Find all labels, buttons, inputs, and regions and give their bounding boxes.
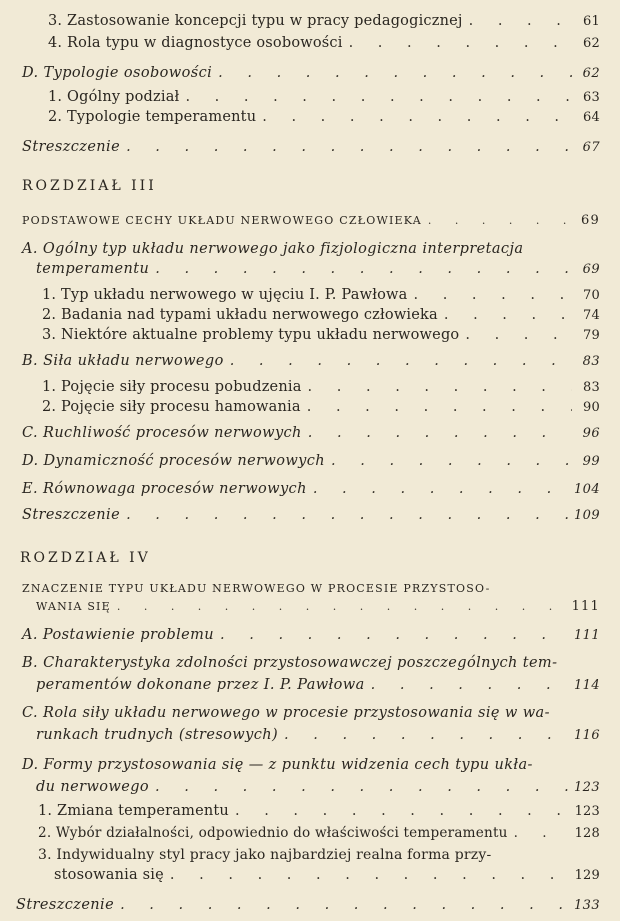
toc-section-entry [36,778,600,797]
page-number: 129 [574,868,600,883]
toc-entry [42,306,600,325]
page-number: 128 [574,826,600,841]
entry-text: PODSTAWOWE CECHY UKŁADU NERWOWEGO CZŁOWIEKA [22,214,422,227]
toc-entry [48,34,600,53]
leader-dots [307,398,572,416]
leader-dots [444,306,572,324]
toc-entry [54,866,600,885]
entry-text: E. Równowaga procesów nerwowych [22,481,307,497]
entry-text: temperamentu [36,261,150,277]
page-number: 83 [583,380,600,395]
entry-text: B. Siła układu nerwowego [22,353,224,369]
leader-dots [126,138,572,156]
entry-text: 1. Typ układu nerwowego w ujęciu I. P. Pawłowa [42,287,408,303]
entry-text: Streszczenie [22,139,121,155]
entry-text: 1. Ogólny podział [48,89,180,105]
section-title-line: D. Formy przystosowania się — z punktu widzenia cech typu ukła- [22,757,533,773]
toc-entry [42,398,600,417]
page-number: 123 [574,804,600,819]
chapter-title [22,212,600,230]
leader-dots [218,64,572,82]
leader-dots [428,212,572,230]
toc-summary-entry [16,896,600,915]
leader-dots [120,896,568,914]
entry-text: stosowania się [54,867,164,883]
page-number: 111 [573,628,600,643]
page-number: 69 [582,262,600,277]
leader-dots [284,726,568,744]
leader-dots [155,778,568,796]
entry-text: 1. Pojęcie siły procesu pobudzenia [42,379,302,395]
entry-text: D. Dynamiczność procesów nerwowych [22,453,326,469]
chapter-heading: ROZDZIAŁ III [22,178,157,194]
entry-text: peramentów dokonane przez I. P. Pawłowa [36,677,365,693]
page-number: 64 [583,110,600,125]
section-title-line: B. Charakterystyka zdolności przystosowawczej poszczególnych tem- [22,655,558,671]
entry-text-line: 3. Indywidualny styl pracy jako najbardziej realna forma przy- [38,847,492,863]
toc-section-entry [36,726,600,745]
chapter-title [36,598,600,616]
leader-dots [126,506,568,524]
toc-section-entry [22,452,600,471]
leader-dots [155,260,572,278]
page-number: 104 [573,482,600,497]
page-number: 116 [573,728,600,743]
entry-text: 2. Badania nad typami układu nerwowego człowieka [42,307,438,323]
entry-text: A. Postawienie problemu [22,627,215,643]
leader-dots [220,626,568,644]
leader-dots [185,88,572,106]
entry-text: 4. Rola typu w diagnostyce osobowości [48,35,343,51]
entry-text: 1. Zmiana temperamentu [38,803,229,819]
leader-dots [235,802,569,820]
page-number: 69 [581,213,600,228]
toc-section-entry [22,480,600,499]
entry-text: Streszczenie [16,897,115,913]
entry-text: 3. Zastosowanie koncepcji typu w pracy pedagogicznej [48,13,463,29]
entry-text: runkach trudnych (stresowych) [36,727,279,743]
page-number: 62 [583,36,600,51]
page-number: 114 [573,678,600,693]
page-number: 123 [573,780,600,795]
page-number: 83 [582,354,600,369]
page-number: 67 [582,140,600,155]
toc-section-entry [22,64,600,83]
entry-text: 2. Wybór działalności, odpowiednio do właściwości temperamentu [38,825,508,841]
page-number: 61 [583,14,600,29]
entry-text: 2. Pojęcie siły procesu hamowania [42,399,301,415]
leader-dots [469,12,572,30]
page-number: 96 [582,426,600,441]
toc-section-entry [22,352,600,371]
toc-entry [42,326,600,345]
leader-dots [465,326,572,344]
entry-text: 2. Typologie temperamentu [48,109,257,125]
leader-dots [308,378,572,396]
toc-entry [48,12,600,31]
leader-dots [349,34,572,52]
page-number: 109 [573,508,600,523]
toc-section-entry [36,676,600,695]
page-number: 99 [582,454,600,469]
leader-dots [262,108,572,126]
page-number: 133 [573,898,600,913]
page-number: 90 [583,400,600,415]
entry-text: du nerwowego [36,779,150,795]
leader-dots [313,480,568,498]
page-number: 70 [583,288,600,303]
leader-dots [331,452,572,470]
toc-summary-entry [22,138,600,157]
toc-section-entry [36,260,600,279]
toc-section-entry [22,626,600,645]
toc-entry [48,88,600,107]
leader-dots [117,598,566,616]
page-number: 63 [583,90,600,105]
toc-summary-entry [22,506,600,525]
entry-text: C. Ruchliwość procesów nerwowych [22,425,302,441]
leader-dots [413,286,572,304]
chapter-heading: ROZDZIAŁ IV [20,550,151,566]
entry-text: Streszczenie [22,507,121,523]
section-title-line: C. Rola siły układu nerwowego w procesie przystosowania się w wa- [22,705,550,721]
leader-dots [514,824,569,842]
leader-dots [371,676,568,694]
toc-entry [42,286,600,305]
page-number: 111 [571,599,600,614]
page-number: 62 [582,66,600,81]
toc-entry [48,108,600,127]
entry-text: 3. Niektóre aktualne problemy typu układu nerwowego [42,327,460,343]
section-title-line: A. Ogólny typ układu nerwowego jako fizjologiczna interpretacja [22,241,524,257]
page-number: 74 [583,308,600,323]
toc-section-entry [22,424,600,443]
leader-dots [230,352,572,370]
leader-dots [308,424,572,442]
entry-text: D. Typologie osobowości [22,65,213,81]
toc-entry [38,824,600,843]
toc-entry [42,378,600,397]
entry-text: WANIA SIĘ [36,600,111,613]
chapter-title-line: ZNACZENIE TYPU UKŁADU NERWOWEGO W PROCESIE PRZYSTOSO- [22,582,491,595]
leader-dots [170,866,569,884]
toc-entry [38,802,600,821]
page-number: 79 [583,328,600,343]
